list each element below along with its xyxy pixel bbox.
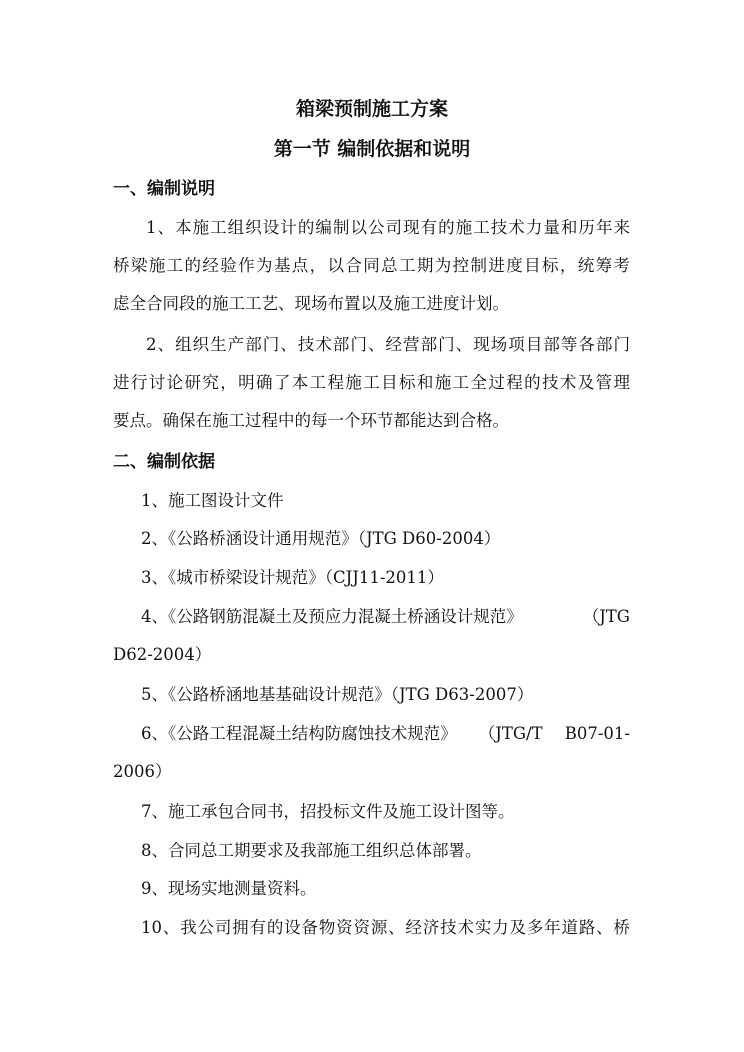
paragraph-line: 2、组织生产部门、技术部门、经营部门、现场项目部等各部门	[146, 335, 630, 354]
list-item-text: 6、《公路工程混凝土结构防腐蚀技术规范》	[141, 724, 457, 743]
paragraph-line: 1、本施工组织设计的编制以公司现有的施工技术力量和历年来	[146, 218, 630, 237]
list-item: 2、《公路桥涵设计通用规范》（JTG D60-2004）	[141, 529, 501, 548]
section-title: 第一节 编制依据和说明	[273, 138, 471, 160]
list-item-text: B07-01-	[564, 724, 630, 743]
list-item: 7、施工承包合同书，招投标文件及施工设计图等。	[141, 802, 515, 821]
heading-compile-notes: 一、编制说明	[113, 179, 215, 199]
list-item: 10、我公司拥有的设备物资资源、经济技术实力及多年道路、桥	[141, 918, 630, 937]
paragraph-line: 桥梁施工的经验作为基点，以合同总工期为控制进度目标，统筹考	[113, 256, 630, 275]
list-item-text: （JTG/T	[478, 724, 543, 743]
paragraph-line: 进行讨论研究，明确了本工程施工目标和施工全过程的技术及管理	[113, 373, 630, 392]
list-item: 3、《城市桥梁设计规范》（CJJ11-2011）	[141, 568, 444, 587]
list-item-text: （JTG	[582, 607, 630, 626]
list-item: 1、施工图设计文件	[141, 491, 284, 510]
list-item	[141, 605, 630, 629]
list-item	[141, 722, 630, 746]
list-item: 8、合同总工期要求及我部施工组织总体部署。	[141, 841, 482, 860]
list-item: 5、《公路桥涵地基基础设计规范》（JTG D63-2007）	[141, 685, 534, 704]
list-item-continuation: D62-2004）	[113, 645, 212, 664]
paragraph-line: 要点。确保在施工过程中的每一个环节都能达到合格。	[113, 411, 509, 430]
document-title: 箱梁预制施工方案	[295, 98, 448, 120]
list-item-text: 4、《公路钢筋混凝土及预应力混凝土桥涵设计规范》	[141, 607, 523, 626]
paragraph-line: 虑全合同段的施工工艺、现场布置以及施工进度计划。	[113, 294, 509, 313]
list-item: 9、现场实地测量资料。	[141, 879, 317, 898]
list-item-continuation: 2006）	[113, 762, 172, 781]
heading-compile-basis: 二、编制依据	[113, 452, 215, 472]
